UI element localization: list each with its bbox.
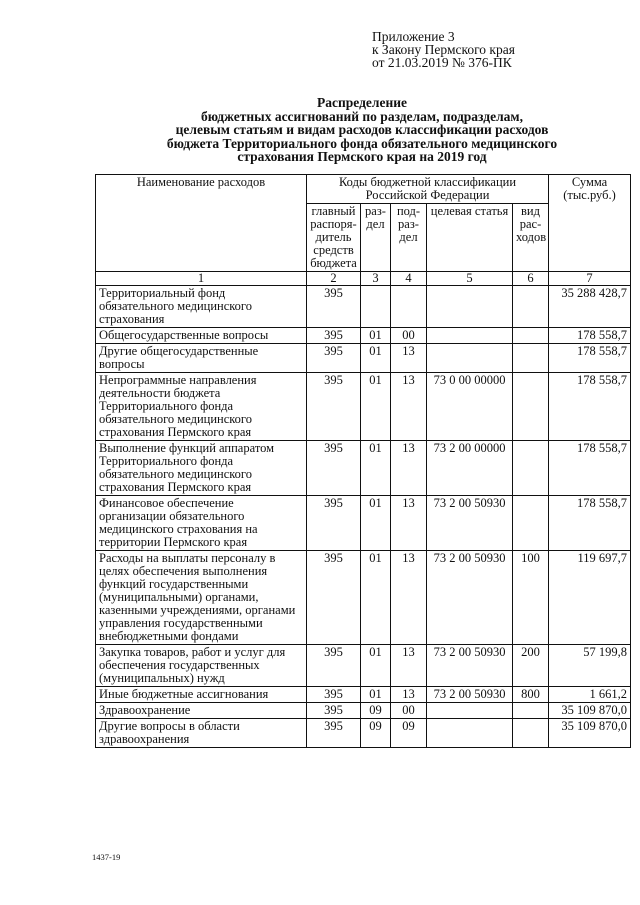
chief-manager-code: 395 bbox=[307, 687, 361, 703]
header-section: раз-дел bbox=[361, 204, 391, 272]
expense-name: Другие вопросы в области здравоохранения bbox=[96, 719, 307, 748]
title-line-2: бюджетных ассигнований по разделам, подразделам, bbox=[201, 108, 523, 124]
expense-type-code bbox=[513, 719, 549, 748]
appendix-header bbox=[372, 30, 515, 69]
sum-value: 178 558,7 bbox=[549, 328, 631, 344]
header-chief-manager: главный распоря-дитель средств бюджета bbox=[307, 204, 361, 272]
subsection-code: 13 bbox=[391, 344, 427, 373]
header-name: Наименование расходов bbox=[96, 175, 307, 272]
column-number: 2 bbox=[307, 272, 361, 286]
budget-table bbox=[95, 174, 631, 748]
expense-name: Общегосударственные вопросы bbox=[96, 328, 307, 344]
expense-name: Выполнение функций аппаратом Территориального фонда обязательного медицинского страхования Пермского края bbox=[96, 441, 307, 496]
chief-manager-code: 395 bbox=[307, 703, 361, 719]
column-number: 6 bbox=[513, 272, 549, 286]
target-article-code: 73 0 00 00000 bbox=[427, 373, 513, 441]
subsection-code: 13 bbox=[391, 645, 427, 687]
header-subsection: под-раз-дел bbox=[391, 204, 427, 272]
expense-type-code bbox=[513, 703, 549, 719]
header-target-article: целевая статья bbox=[427, 204, 513, 272]
table-row bbox=[96, 719, 631, 748]
subsection-code: 13 bbox=[391, 441, 427, 496]
appendix-law-date: от 21.03.2019 № 376-ПК bbox=[372, 55, 512, 70]
expense-type-code: 100 bbox=[513, 551, 549, 645]
subsection-code: 13 bbox=[391, 373, 427, 441]
title-line-4: бюджета Территориального фонда обязательного медицинского bbox=[166, 135, 558, 151]
column-number: 1 bbox=[96, 272, 307, 286]
target-article-code: 73 2 00 50930 bbox=[427, 496, 513, 551]
column-number: 5 bbox=[427, 272, 513, 286]
target-article-code bbox=[427, 286, 513, 328]
section-code: 01 bbox=[361, 328, 391, 344]
chief-manager-code: 395 bbox=[307, 719, 361, 748]
section-code: 09 bbox=[361, 719, 391, 748]
expense-type-code bbox=[513, 344, 549, 373]
sum-value: 35 109 870,0 bbox=[549, 719, 631, 748]
target-article-code: 73 2 00 50930 bbox=[427, 687, 513, 703]
appendix-number: Приложение 3 bbox=[372, 29, 455, 44]
sum-value: 35 288 428,7 bbox=[549, 286, 631, 328]
section-code: 01 bbox=[361, 687, 391, 703]
header-sum: Сумма (тыс.руб.) bbox=[549, 175, 631, 272]
chief-manager-code: 395 bbox=[307, 551, 361, 645]
document-title bbox=[92, 96, 632, 164]
expense-name: Другие общегосударственные вопросы bbox=[96, 344, 307, 373]
subsection-code: 09 bbox=[391, 719, 427, 748]
table-row bbox=[96, 551, 631, 645]
table-row bbox=[96, 373, 631, 441]
subsection-code: 00 bbox=[391, 328, 427, 344]
expense-type-code bbox=[513, 328, 549, 344]
expense-type-code: 800 bbox=[513, 687, 549, 703]
table-row bbox=[96, 344, 631, 373]
chief-manager-code: 395 bbox=[307, 441, 361, 496]
expense-name: Финансовое обеспечение организации обязательного медицинского страхования на территории Пермского края bbox=[96, 496, 307, 551]
section-code: 01 bbox=[361, 645, 391, 687]
subsection-code: 13 bbox=[391, 496, 427, 551]
target-article-code: 73 2 00 50930 bbox=[427, 645, 513, 687]
expense-type-code bbox=[513, 373, 549, 441]
section-code: 01 bbox=[361, 441, 391, 496]
column-number: 3 bbox=[361, 272, 391, 286]
sum-value: 35 109 870,0 bbox=[549, 703, 631, 719]
expense-name: Расходы на выплаты персоналу в целях обеспечения выполнения функций государственными (муниципальными) органами, казенными учреждениями, органами управления государственными внебюджетными фондами bbox=[96, 551, 307, 645]
expense-name: Закупка товаров, работ и услуг для обеспечения государственных (муниципальных) нужд bbox=[96, 645, 307, 687]
section-code: 01 bbox=[361, 344, 391, 373]
table-row bbox=[96, 703, 631, 719]
header-expense-type: вид рас-ходов bbox=[513, 204, 549, 272]
table-row bbox=[96, 496, 631, 551]
appendix-law-reference: к Закону Пермского края bbox=[372, 42, 515, 57]
header-codes-group: Коды бюджетной классификации Российской Федерации bbox=[307, 175, 549, 204]
target-article-code bbox=[427, 719, 513, 748]
subsection-code: 00 bbox=[391, 703, 427, 719]
section-code: 09 bbox=[361, 703, 391, 719]
section-code: 01 bbox=[361, 551, 391, 645]
section-code bbox=[361, 286, 391, 328]
chief-manager-code: 395 bbox=[307, 286, 361, 328]
section-code: 01 bbox=[361, 496, 391, 551]
title-line-5: страхования Пермского края на 2019 год bbox=[237, 149, 487, 164]
table-row bbox=[96, 441, 631, 496]
expense-name: Здравоохранение bbox=[96, 703, 307, 719]
expense-type-code bbox=[513, 286, 549, 328]
table-row bbox=[96, 328, 631, 344]
expense-type-code: 200 bbox=[513, 645, 549, 687]
table-row bbox=[96, 645, 631, 687]
target-article-code bbox=[427, 703, 513, 719]
sum-value: 178 558,7 bbox=[549, 441, 631, 496]
target-article-code bbox=[427, 328, 513, 344]
target-article-code: 73 2 00 50930 bbox=[427, 551, 513, 645]
table-row bbox=[96, 286, 631, 328]
sum-value: 119 697,7 bbox=[549, 551, 631, 645]
column-number-row bbox=[96, 272, 631, 286]
sum-value: 178 558,7 bbox=[549, 496, 631, 551]
table-row bbox=[96, 687, 631, 703]
subsection-code: 13 bbox=[391, 687, 427, 703]
title-line-1: Распределение bbox=[316, 95, 408, 110]
expense-name: Иные бюджетные ассигнования bbox=[96, 687, 307, 703]
chief-manager-code: 395 bbox=[307, 344, 361, 373]
column-number: 7 bbox=[549, 272, 631, 286]
subsection-code: 13 bbox=[391, 551, 427, 645]
target-article-code: 73 2 00 00000 bbox=[427, 441, 513, 496]
sum-value: 178 558,7 bbox=[549, 373, 631, 441]
sum-value: 57 199,8 bbox=[549, 645, 631, 687]
expense-type-code bbox=[513, 496, 549, 551]
expense-name: Территориальный фонд обязательного медицинского страхования bbox=[96, 286, 307, 328]
expense-name: Непрограммные направления деятельности бюджета Территориального фонда обязательного медицинского страхования Пермского края bbox=[96, 373, 307, 441]
chief-manager-code: 395 bbox=[307, 496, 361, 551]
chief-manager-code: 395 bbox=[307, 373, 361, 441]
target-article-code bbox=[427, 344, 513, 373]
subsection-code bbox=[391, 286, 427, 328]
title-line-3: целевым статьям и видам расходов классификации расходов bbox=[175, 122, 549, 137]
chief-manager-code: 395 bbox=[307, 328, 361, 344]
sum-value: 1 661,2 bbox=[549, 687, 631, 703]
column-number: 4 bbox=[391, 272, 427, 286]
expense-type-code bbox=[513, 441, 549, 496]
chief-manager-code: 395 bbox=[307, 645, 361, 687]
sum-value: 178 558,7 bbox=[549, 344, 631, 373]
document-code: 1437-19 bbox=[92, 852, 121, 862]
section-code: 01 bbox=[361, 373, 391, 441]
